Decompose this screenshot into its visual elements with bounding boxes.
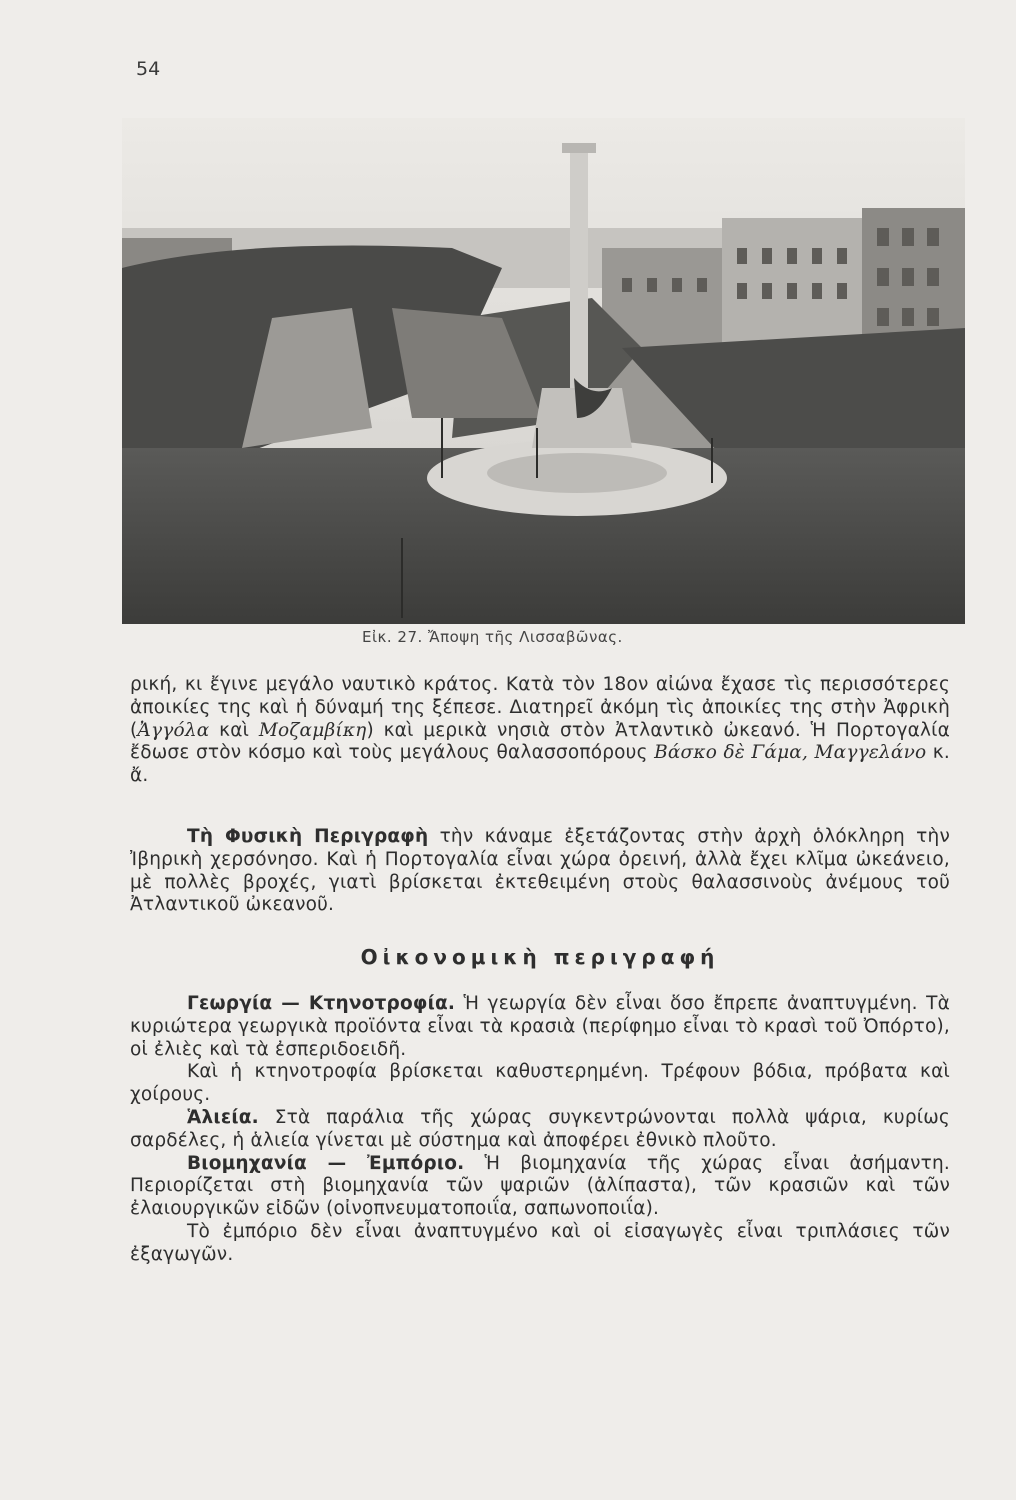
paragraph-6: [130, 1153, 950, 1221]
p2-text: τὴν κάναμε ἐξετάζοντας στὴν ἀρχὴ ὁλόκληρη τὴν Ἰβηρικὴ χερσόνησο. Καὶ ἡ Πορτογαλία εἶναι χώρα ὀρεινή, ἀλλὰ ἔχει κλῖμα ὠκεάνειο, μὲ πολλὲς βροχές, γιατὶ βρίσκεται ἐκτεθειμένη στοὺς θαλασσινοὺς ἀνέμους τοῦ Ἀτλαντικοῦ ὠκεανοῦ.: [130, 826, 950, 916]
p6-text: Ἡ βιομηχανία τῆς χώρας εἶναι ἀσήμαντη. Περιορίζεται στὴ βιομηχανία τῶν ψαριῶν (ἁλίπαστα), τῶν κρασιῶν καὶ τῶν ἐλαιουργικῶν εἰδῶν (οἰνοπνευματοποιΐα, σαπωνοποιΐα).: [130, 1152, 950, 1220]
p5-bold: Ἁλιεία.: [187, 1106, 259, 1128]
p1-text-1: ρική, κι ἔγινε μεγάλο ναυτικὸ κράτος. Κατὰ τὸν 18ον αἰώνα ἔχασε τὶς περισσότερες ἀποικίες της καὶ ἡ δύναμή της ξέπεσε. Διατηρεῖ ἀκόμη τὶς ἀποικίες της στὴν Ἀφρικὴ (: [130, 674, 950, 741]
p1-text-2: ) καὶ μερικὰ νησιὰ στὸν Ἀτλαντικὸ ὠκεανό. Ἡ Πορτογαλία ἔδωσε στὸν κόσμο καὶ τοὺς μεγάλους θαλασσοπόρους: [130, 719, 950, 764]
paragraph-4: [130, 1061, 950, 1107]
lisbon-square-photo: [122, 118, 965, 624]
page-number: 54: [136, 58, 161, 80]
figure-caption: Εἰκ. 27. Ἄποψη τῆς Λισσαβῶνας.: [362, 628, 623, 646]
text-block-2: [130, 826, 950, 917]
section-heading: Οἰκονομικὴ περιγραφή: [360, 945, 720, 969]
photo-illustration: [122, 118, 965, 624]
p1-text-3: κ. ἄ.: [130, 742, 950, 787]
p1-italic-1: Ἀγγόλα: [137, 719, 210, 741]
p5-text: Στὰ παράλια τῆς χώρας συγκεντρώνονται πολλὰ ψάρια, κυρίως σαρδέλες, ἡ ἁλιεία γίνεται μὲ σύστημα καὶ ἀποφέρει ἐθνικὸ πλοῦτο.: [130, 1106, 950, 1151]
paragraph-5: [130, 1107, 950, 1153]
paragraph-3: [130, 993, 950, 1061]
p1-text-and: καὶ: [209, 719, 259, 741]
p6-bold: Βιομηχανία — Ἐμπόριο.: [187, 1152, 465, 1174]
paragraph-1: [130, 674, 950, 788]
p1-italic-3: Βάσκο δὲ Γάμα, Μαγγελάνο: [654, 742, 927, 764]
paragraph-7: [130, 1221, 950, 1267]
p4-text: Καὶ ἡ κτηνοτροφία βρίσκεται καθυστερημένη. Τρέφουν βόδια, πρόβατα καὶ χοίρους.: [130, 1061, 950, 1106]
paragraph-2: [130, 826, 950, 917]
p3-text: Ἡ γεωργία δὲν εἶναι ὅσο ἔπρεπε ἀναπτυγμένη. Τὰ κυριώτερα γεωργικὰ προϊόντα εἶναι τὰ κρασιὰ (περίφημο εἶναι τὸ κρασὶ τοῦ Ὀπόρτο), οἱ ἐλιὲς καὶ τὰ ἐσπεριδοειδῆ.: [130, 993, 950, 1060]
p2-bold: Τὴ Φυσικὴ Περιγραφὴ: [187, 826, 429, 847]
text-block-1: [130, 674, 950, 788]
p7-text: Τὸ ἐμπόριο δὲν εἶναι ἀναπτυγμένο καὶ οἱ εἰσαγωγὲς εἶναι τριπλάσιες τῶν ἐξαγωγῶν.: [130, 1220, 950, 1265]
p3-bold: Γεωργία — Κτηνοτροφία.: [187, 993, 456, 1014]
p1-italic-2: Μοζαμβίκη: [258, 719, 367, 741]
text-block-3: [130, 993, 950, 1267]
